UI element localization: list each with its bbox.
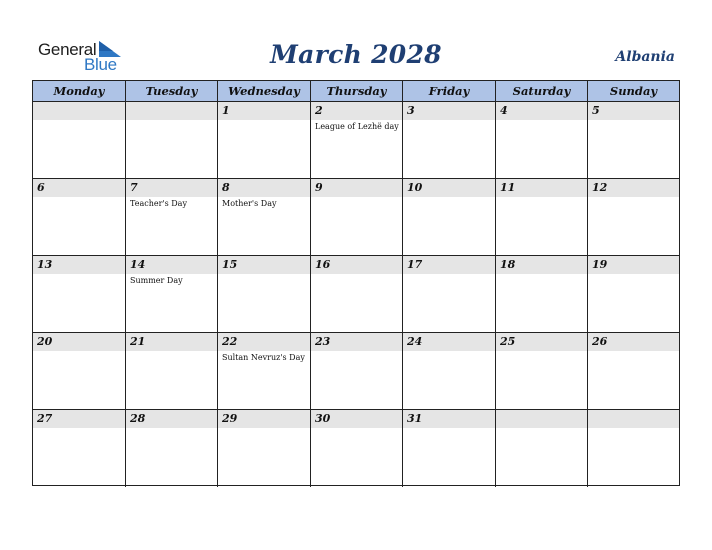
day-cell	[588, 179, 679, 256]
day-number: 15	[222, 258, 238, 271]
day-cell	[33, 179, 126, 256]
day-cell	[311, 410, 403, 487]
day-number-band	[126, 102, 217, 120]
day-number-band	[311, 102, 402, 120]
day-number-band	[311, 179, 402, 197]
weekday-tuesday: Tuesday	[126, 81, 218, 101]
holiday-label: Summer Day	[130, 276, 183, 285]
day-cell	[311, 179, 403, 256]
day-cell	[33, 410, 126, 487]
day-number: 14	[130, 258, 146, 271]
day-number: 22	[222, 335, 238, 348]
weekday-thursday: Thursday	[311, 81, 403, 101]
day-cell	[588, 333, 679, 410]
weekday-wednesday: Wednesday	[218, 81, 311, 101]
day-number: 6	[37, 181, 45, 194]
day-cell	[126, 102, 218, 179]
day-number: 7	[130, 181, 138, 194]
day-cell	[496, 256, 588, 333]
day-number: 19	[592, 258, 608, 271]
day-number: 29	[222, 412, 238, 425]
day-cell	[33, 333, 126, 410]
day-number: 18	[500, 258, 516, 271]
holiday-label: Sultan Nevruz's Day	[222, 353, 305, 362]
day-number: 24	[407, 335, 423, 348]
day-number: 10	[407, 181, 423, 194]
day-number-band	[588, 102, 679, 120]
day-number: 30	[315, 412, 331, 425]
day-number: 20	[37, 335, 53, 348]
day-cell	[126, 410, 218, 487]
day-cell	[403, 256, 496, 333]
calendar-grid	[32, 80, 680, 486]
day-cell	[126, 333, 218, 410]
day-number: 26	[592, 335, 608, 348]
holiday-label: Teacher's Day	[130, 199, 187, 208]
day-cell	[218, 410, 311, 487]
day-number: 13	[37, 258, 53, 271]
day-number-band	[218, 102, 310, 120]
day-number: 5	[592, 104, 600, 117]
day-cell	[588, 410, 679, 487]
day-cell	[33, 102, 126, 179]
weekday-friday: Friday	[403, 81, 496, 101]
holiday-label: Mother's Day	[222, 199, 277, 208]
day-cell	[588, 102, 679, 179]
day-number-band	[126, 179, 217, 197]
day-cell	[311, 102, 403, 179]
day-number: 8	[222, 181, 230, 194]
day-cell	[33, 256, 126, 333]
day-number: 28	[130, 412, 146, 425]
day-cell	[311, 256, 403, 333]
day-number-band	[588, 410, 679, 428]
calendar-title: March 2028	[270, 40, 442, 69]
day-cell	[218, 179, 311, 256]
day-number: 1	[222, 104, 230, 117]
weekday-header	[33, 81, 679, 102]
day-number: 23	[315, 335, 331, 348]
day-cell	[403, 333, 496, 410]
day-number: 17	[407, 258, 423, 271]
day-cell	[403, 179, 496, 256]
day-number-band	[218, 179, 310, 197]
day-number-band	[33, 102, 125, 120]
day-cell	[311, 333, 403, 410]
day-number-band	[403, 102, 495, 120]
country-name: Albania	[615, 49, 675, 65]
day-number: 31	[407, 412, 423, 425]
day-number: 16	[315, 258, 331, 271]
day-number: 21	[130, 335, 146, 348]
day-cell	[496, 102, 588, 179]
day-cell	[403, 410, 496, 487]
day-cell	[496, 179, 588, 256]
day-number-band	[496, 102, 587, 120]
holiday-label: League of Lezhë day	[315, 122, 399, 131]
day-number: 3	[407, 104, 415, 117]
day-cell	[126, 256, 218, 333]
day-cell	[403, 102, 496, 179]
brand-word-general: General	[38, 40, 97, 59]
day-cell	[218, 256, 311, 333]
day-number: 11	[500, 181, 516, 194]
weekday-saturday: Saturday	[496, 81, 588, 101]
day-cell	[496, 410, 588, 487]
day-number: 25	[500, 335, 516, 348]
day-cell	[218, 102, 311, 179]
day-number-band	[33, 179, 125, 197]
day-number: 27	[37, 412, 53, 425]
day-number: 2	[315, 104, 323, 117]
day-number-band	[496, 410, 587, 428]
brand-word-blue: Blue	[84, 55, 117, 74]
weekday-monday: Monday	[33, 81, 126, 101]
day-number: 12	[592, 181, 608, 194]
day-number: 4	[500, 104, 508, 117]
day-cell	[218, 333, 311, 410]
day-cell	[126, 179, 218, 256]
day-cell	[496, 333, 588, 410]
day-cell	[588, 256, 679, 333]
day-number: 9	[315, 181, 323, 194]
weekday-sunday: Sunday	[609, 84, 658, 98]
